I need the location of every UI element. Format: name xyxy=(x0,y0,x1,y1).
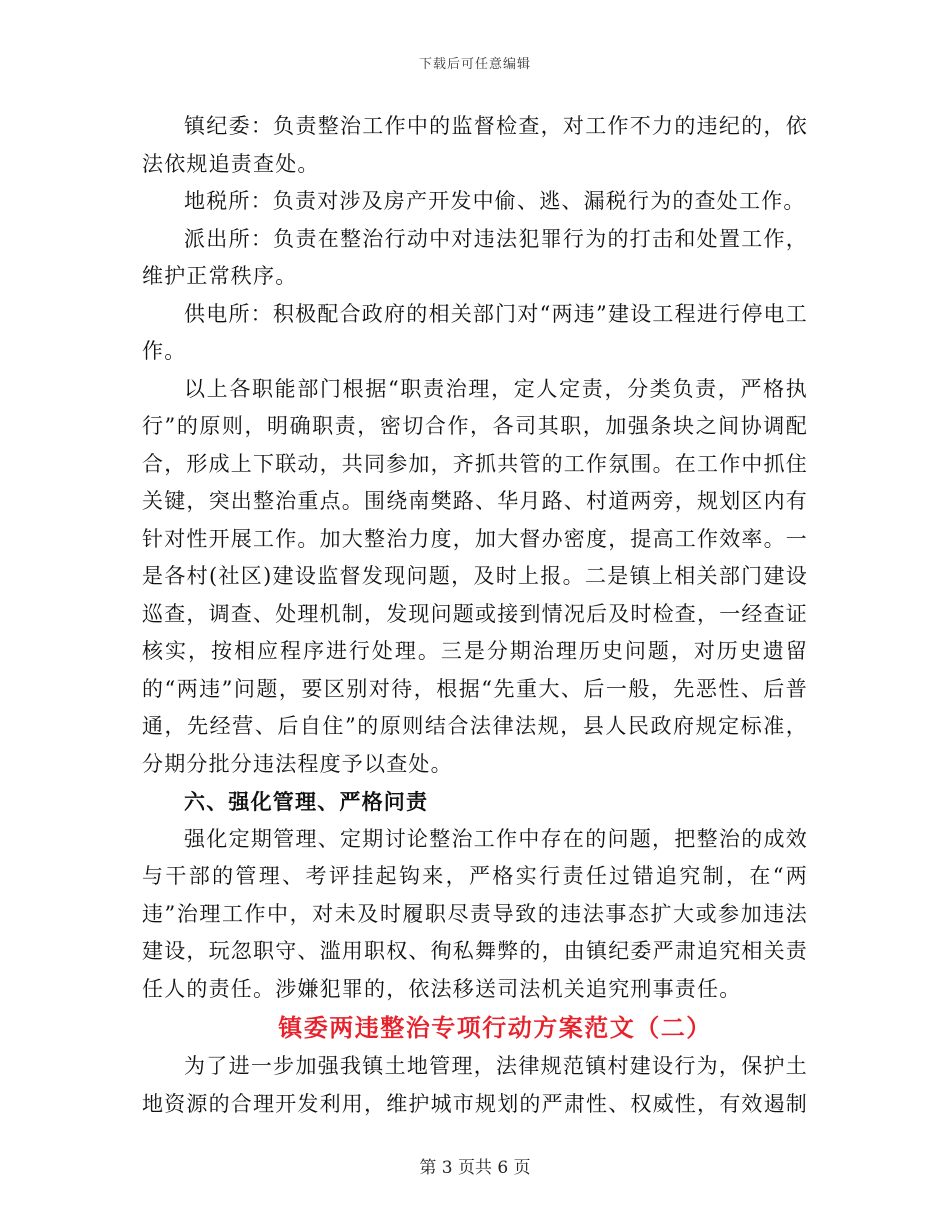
section-heading: 六、强化管理、严格问责 xyxy=(184,789,429,814)
document-title: 镇委两违整治专项行动方案范文（二） xyxy=(278,1013,712,1042)
page-number: 第 3 页共 6 页 xyxy=(419,1158,531,1178)
paragraph-paichusuo: 派出所：负责在整治行动中对违法犯罪行为的打击和处置工作，维护正常秩序。 xyxy=(142,226,808,288)
paragraph-accountability: 强化定期管理、定期讨论整治工作中存在的问题，把整治的成效与干部的管理、考评挂起钩来，严格实行责任过错追究制，在“两违”治理工作中，对未及时履职尽责导致的违法事态扩大或参加违法建设，玩忽职守、滥用职权、徇私舞弊的，由镇纪委严肃追究相关责任人的责任。涉嫌犯罪的，依法移送司法机关追究刑事责任。 xyxy=(142,826,808,1001)
paragraph-dishuisuo: 地税所：负责对涉及房产开发中偷、逃、漏税行为的查处工作。 xyxy=(184,189,806,213)
page-header: 下载后可任意编辑 xyxy=(418,57,531,72)
document-body xyxy=(142,108,808,1123)
paragraph-department-duties: 以上各职能部门根据“职责治理，定人定责，分类负责，严格执行”的原则，明确职责，密切合作，各司其职，加强条块之间协调配合，形成上下联动，共同参加，齐抓共管的工作氛围。在工作中抓住关键，突出整治重点。围绕南樊路、华月路、村道两旁，规划区内有针对性开展工作。加大整治力度，加大督办密度，提高工作效率。一是各村(社区)建设监督发现问题，及时上报。二是镇上相关部门建设巡查，调查、处理机制，发现问题或接到情况后及时检查，一经查证核实，按相应程序进行处理。三是分期治理历史问题，对历史遗留的“两违”问题，要区别对待，根据“先重大、后一般，先恶性、后普通，先经营、后自住”的原则结合法律法规，县人民政府规定标准，分期分批分违法程度予以查处。 xyxy=(142,376,808,776)
paragraph-gongdiansuo: 供电所：积极配合政府的相关部门对“两违”建设工程进行停电工作。 xyxy=(142,301,808,363)
paragraph-intro: 为了进一步加强我镇土地管理，法律规范镇村建设行为，保护土地资源的合理开发利用，维护城市规划的严肃性、权威性，有效遏制 xyxy=(142,1054,808,1116)
paragraph-zhenjiwei: 镇纪委：负责整治工作中的监督检查，对工作不力的违纪的，依法依规追责查处。 xyxy=(142,114,808,176)
